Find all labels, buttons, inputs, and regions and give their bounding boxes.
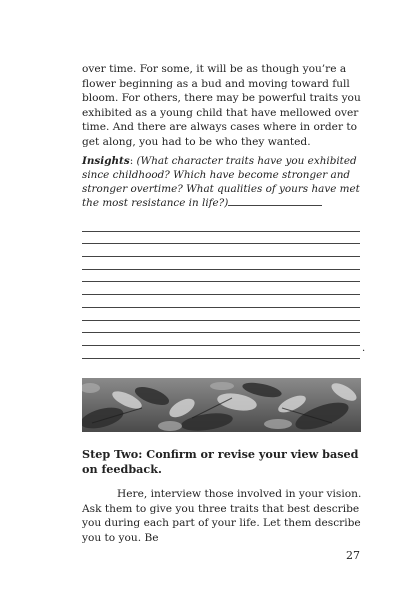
intro-paragraph: over time. For some, it will be as though you’re a flower beginning as a bud and moving toward full bloom. For others, there may be powerful traits you exhibited as a young child that have mellowed over time. And there are always cases where in order to get along, you had to be who they wanted.: [82, 63, 361, 148]
writing-line: [82, 308, 360, 321]
writing-line: [82, 270, 360, 283]
writing-line: [82, 257, 360, 270]
writing-line: [82, 219, 360, 232]
writing-lines: [82, 219, 360, 359]
end-mark: .: [362, 343, 366, 354]
insights-label: Insights: [82, 155, 130, 167]
step-two-heading: Step Two: Confirm or revise your view based on feedback.: [82, 447, 359, 476]
writing-line: [82, 333, 360, 346]
writing-line: [82, 321, 360, 334]
leaves-photo: [82, 378, 361, 432]
insights-question: (What character traits have you exhibited since childhood? Which have become stronger and stronger overtime? What qualities of yours have met the most resistance in life?): [82, 155, 360, 210]
page-number: 27: [346, 549, 360, 562]
step-two-paragraph: Here, interview those involved in your vision. Ask them to give you three traits that best describe you during each part of your life. Let them describe you to you. Be: [82, 488, 362, 544]
writing-line: [82, 244, 360, 257]
writing-line: [82, 295, 360, 308]
insights-colon: :: [129, 155, 137, 167]
writing-line: [82, 232, 360, 245]
inline-writing-line: [228, 196, 322, 206]
writing-line: [82, 346, 360, 359]
writing-line: [82, 282, 360, 295]
leaves-on-ground-photo-icon: [82, 378, 361, 432]
insights-prompt: [82, 155, 372, 211]
